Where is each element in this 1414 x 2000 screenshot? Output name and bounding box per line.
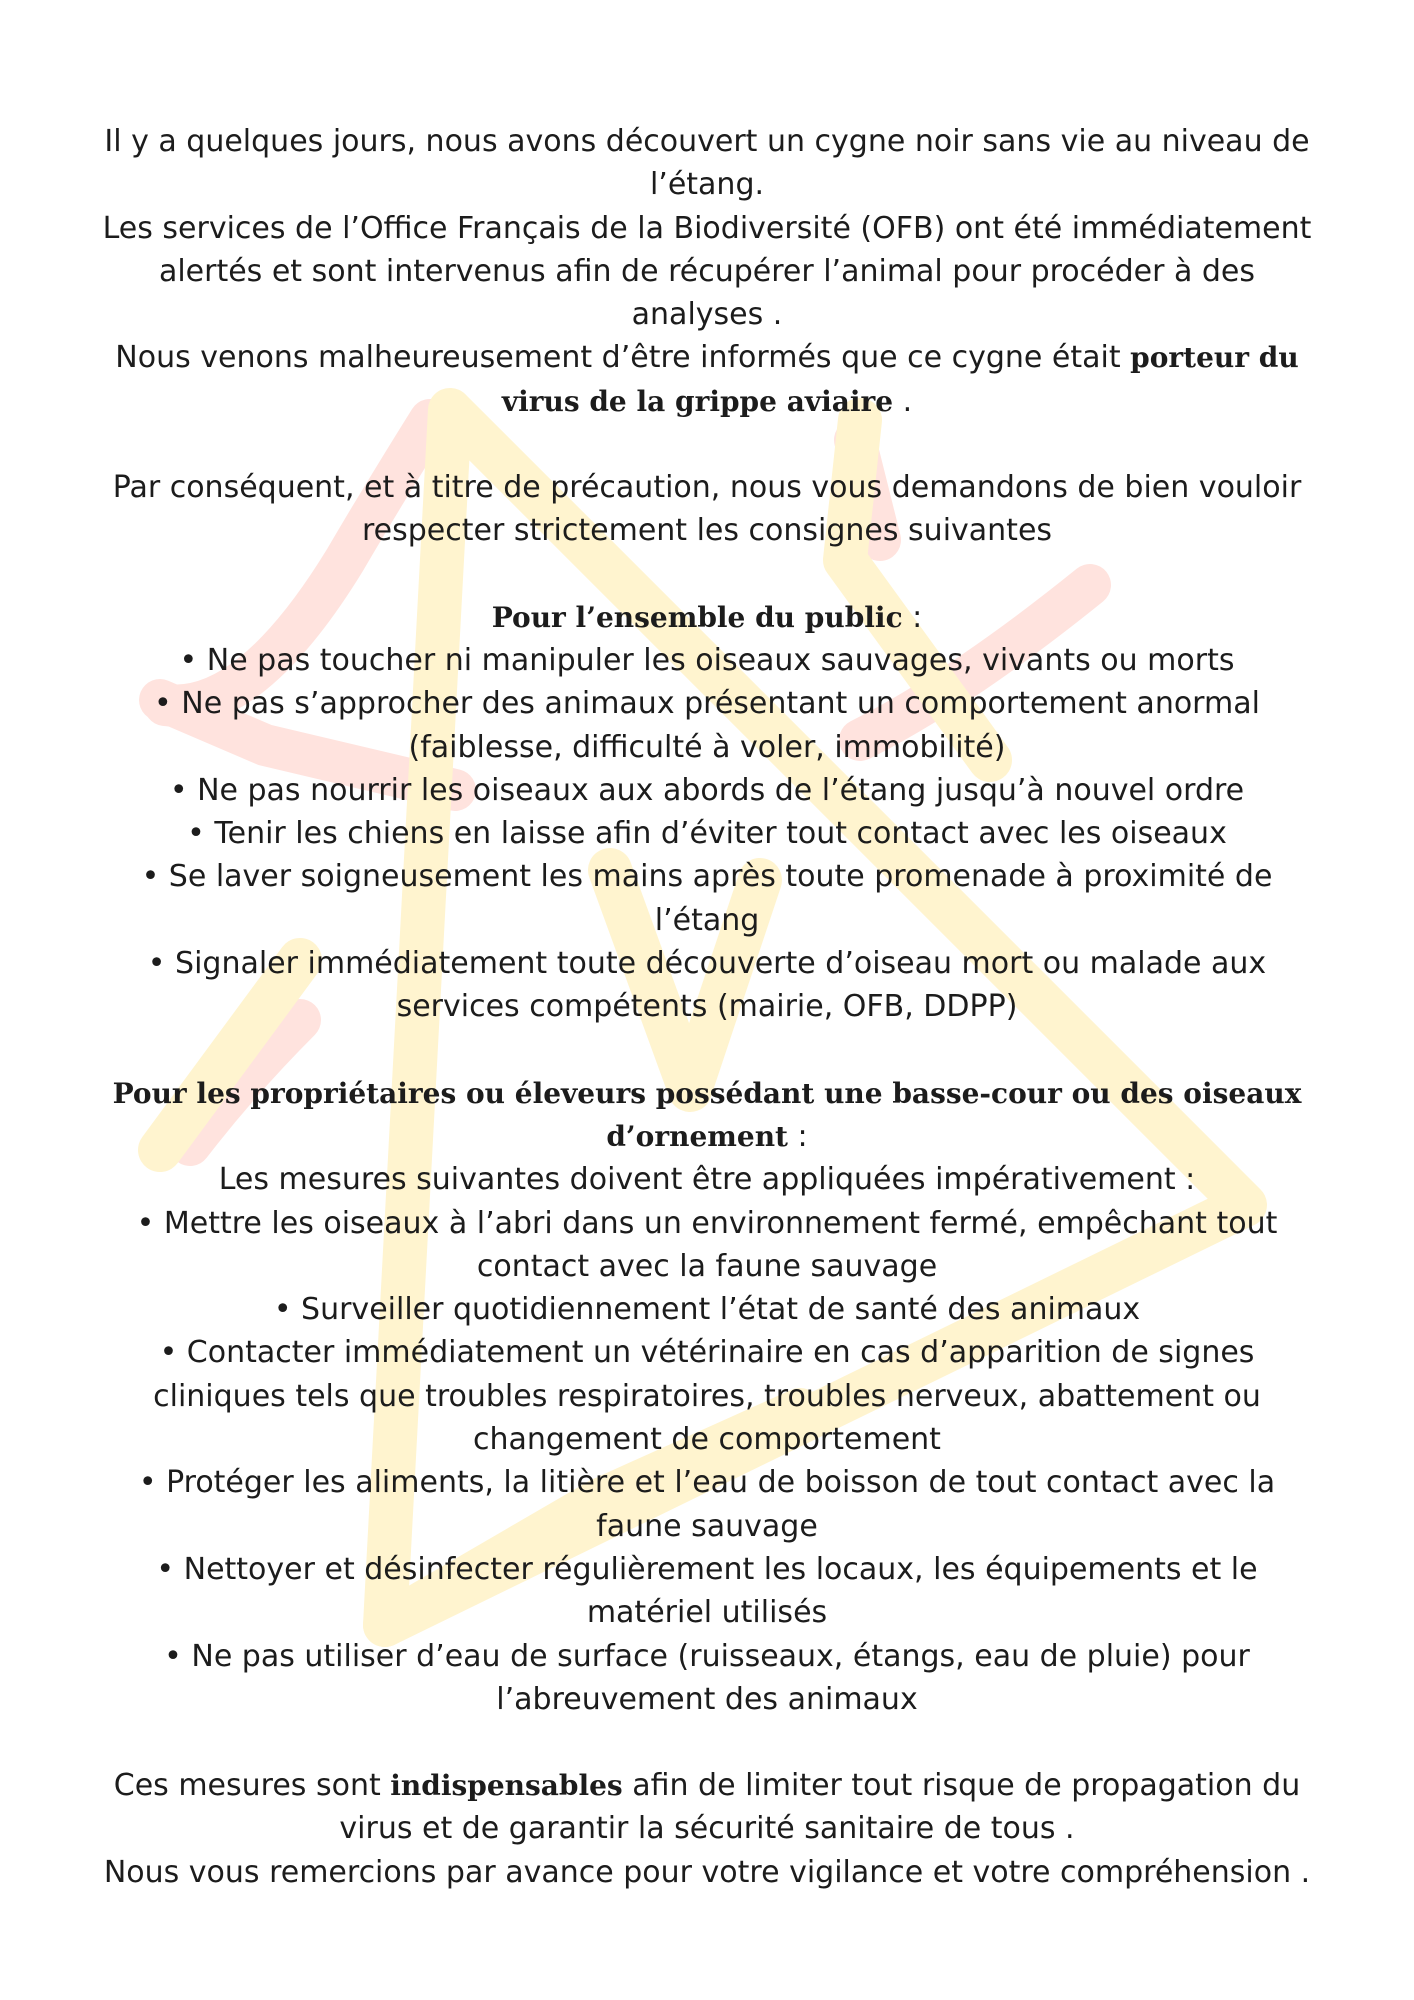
public-section-heading: [100, 596, 1314, 639]
closing-emphasis: indispensables: [390, 1769, 623, 1803]
spacer: [100, 553, 1314, 596]
owners-intro: Les mesures suivantes doivent être appliquées impérativement :: [218, 1162, 1196, 1198]
intro-text: Nous venons malheureusement d’être informés que ce cygne était: [115, 340, 1131, 376]
owners-heading-text: Pour les propriétaires ou éleveurs possédant une basse-cour ou des oiseaux d’ornement: [112, 1076, 1302, 1153]
public-item-3: • Ne pas nourrir les oiseaux aux abords de l’étang jusqu’à nouvel ordre: [169, 772, 1245, 808]
virus-emphasis: porteur du virus de la grippe aviaire: [501, 341, 1299, 418]
closing-paragraph-2: Nous vous remercions par avance pour votre vigilance et votre compréhension .: [103, 1854, 1311, 1890]
public-heading-colon: :: [902, 599, 923, 635]
owners-section-heading: [100, 1072, 1314, 1159]
owners-item-1: • Mettre les oiseaux à l’abri dans un environnement fermé, empêchant tout contact avec la faune sauvage: [136, 1205, 1278, 1284]
owners-item-6: • Ne pas utiliser d’eau de surface (ruisseaux, étangs, eau de pluie) pour l’abreuvement des animaux: [164, 1638, 1250, 1717]
public-item-1: • Ne pas toucher ni manipuler les oiseaux sauvages, vivants ou morts: [179, 642, 1235, 678]
public-item-4: • Tenir les chiens en laisse afin d’éviter tout contact avec les oiseaux: [187, 816, 1227, 852]
public-item-5: • Se laver soigneusement les mains après toute promenade à proximité de l’étang: [141, 859, 1273, 938]
precaution-paragraph: Par conséquent, et à titre de précaution, nous vous demandons de bien vouloir respecter strictement les consignes suivantes: [112, 470, 1302, 549]
intro-paragraph-2: Les services de l’Office Français de la Biodiversité (OFB) ont été immédiatement alertés et sont intervenus afin de récupérer l’animal pour procéder à des analyses .: [102, 210, 1312, 333]
notice-document: [100, 120, 1314, 1894]
spacer: [100, 1721, 1314, 1764]
owners-item-2: • Surveiller quotidiennement l’état de santé des animaux: [273, 1292, 1141, 1328]
public-heading-text: Pour l’ensemble du public: [491, 600, 903, 634]
public-item-6: • Signaler immédiatement toute découverte d’oiseau mort ou malade aux services compétents (mairie, OFB, DDPP): [147, 946, 1267, 1025]
spacer: [100, 1029, 1314, 1072]
spacer: [100, 423, 1314, 466]
owners-heading-colon: :: [788, 1118, 808, 1154]
intro-paragraph-3: [100, 336, 1314, 423]
intro-end: .: [893, 383, 913, 419]
public-item-2: • Ne pas s’approcher des animaux présentant un comportement anormal (faiblesse, difficulté à voler, immobilité): [154, 686, 1260, 765]
closing-text-end: afin de limiter tout risque de propagation du virus et de garantir la sécurité sanitaire de tous .: [339, 1768, 1301, 1847]
closing-paragraph-1: [100, 1764, 1314, 1851]
owners-item-5: • Nettoyer et désinfecter régulièrement les locaux, les équipements et le matériel utilisés: [156, 1551, 1258, 1631]
closing-text-start: Ces mesures sont: [113, 1768, 391, 1804]
owners-item-3: • Contacter immédiatement un vétérinaire en cas d’apparition de signes cliniques tels que troubles respiratoires, troubles nerveux, abattement ou changement de comportement: [153, 1335, 1261, 1458]
owners-item-4: • Protéger les aliments, la litière et l’eau de boisson de tout contact avec la faune sauvage: [138, 1465, 1276, 1544]
intro-paragraph-1: Il y a quelques jours, nous avons découvert un cygne noir sans vie au niveau de l’étang.: [104, 124, 1310, 203]
